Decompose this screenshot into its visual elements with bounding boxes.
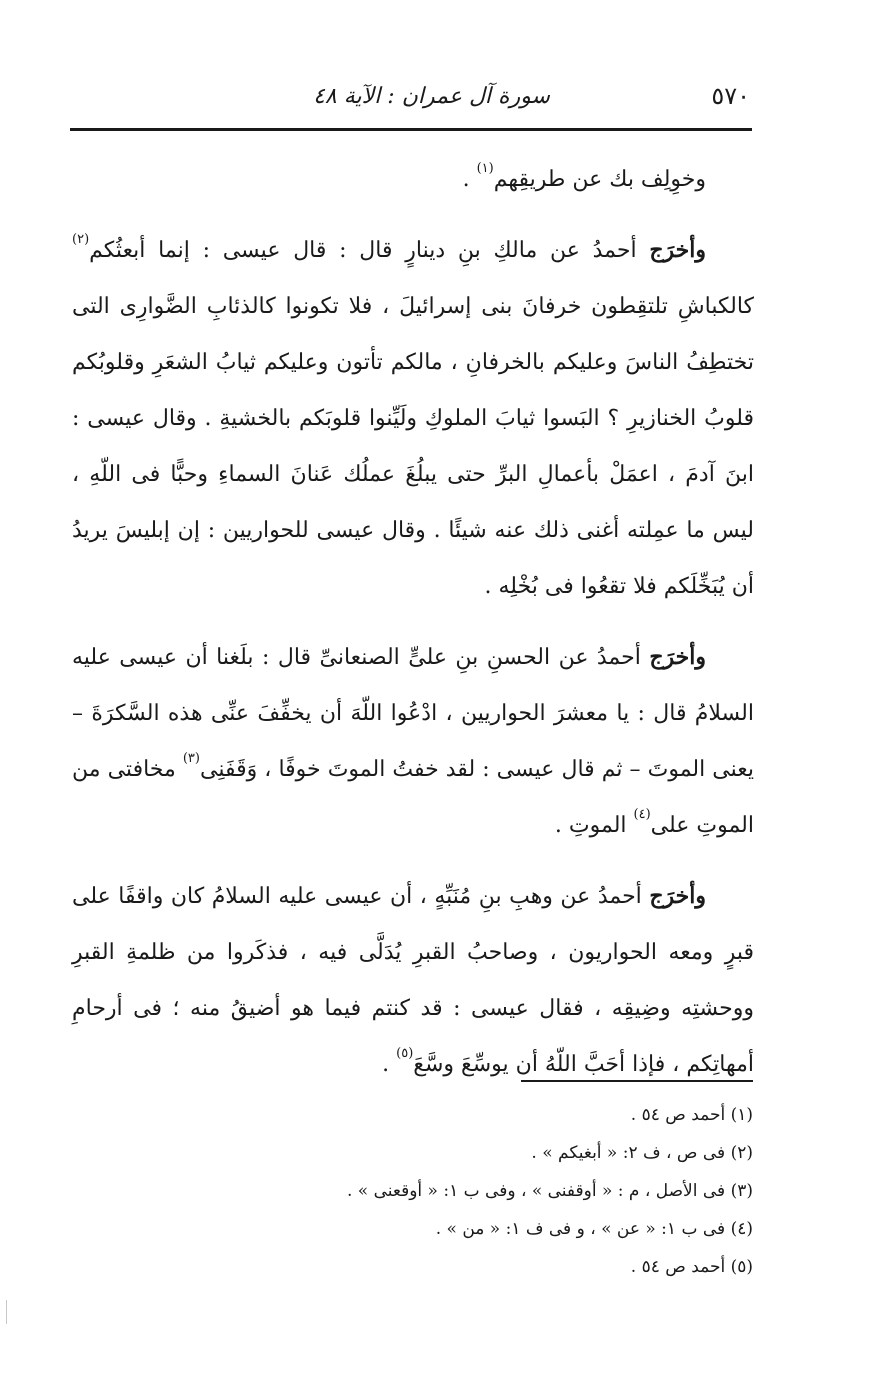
footnote-3: (٣) فى الأصل ، م : « أوقفنى » ، وفى ب ١: « أوقعنى » . [346, 1181, 753, 1201]
main-text [72, 152, 754, 1101]
paragraph-1 [72, 222, 754, 615]
footnote-ref-2: (٢) [72, 232, 90, 247]
page-number: ٥٧٠ [711, 82, 750, 110]
paragraph-2 [72, 629, 754, 854]
paragraph-0 [72, 152, 754, 208]
footnote-ref-4: (٤) [633, 807, 651, 822]
paragraph-text: . [382, 1052, 397, 1077]
paragraph-lead: وأخرَج [649, 644, 706, 670]
paragraph-text: وخوِلِف بك عن طريقِهم [493, 167, 706, 192]
paragraph-lead: وأخرَج [649, 237, 706, 263]
header-rule [70, 128, 752, 131]
paragraph-text: أحمدُ عن الحسنِ بنِ علىٍّ الصنعانىِّ قال : بلَغنا أن عيسى عليه السلامُ قال : يا معشرَ الحواريين ، ادْعُوا اللّهَ أن يخفِّفَ عنِّى هذه السَّكرَةَ – يعنى الموتَ – ثم قال عيسى : لقد خفتُ الموتَ خوفًا ، وَقَفَنِى [72, 645, 755, 782]
paragraph-text: مخافتى من الموتِ على [72, 757, 754, 838]
paragraph-text: أحمدُ عن وهبِ بنِ مُنَبِّهٍ ، أن عيسى عليه السلامُ كان واقفًا على قبرٍ ومعه الحواريون ، وصاحبُ القبرِ يُدَلَّى فيه ، فذكَروا من ظلمةِ القبرِ ووحشتِه وضِيقِه ، فقال عيسى : قد كنتم فيما هو أضيقُ منه ؛ فى أرحامِ أمهاتِكم ، فإذا أحَبَّ اللّهُ أن يوسِّعَ وسَّعَ [72, 884, 754, 1077]
scan-edge-mark [6, 1300, 7, 1324]
page-header [72, 76, 750, 120]
paragraph-text: أحمدُ عن مالكِ بنِ دينارٍ قال : قال عيسى : إنما أبعثُكم [89, 238, 650, 263]
footnotes [193, 1096, 753, 1286]
footnote-1: (١) أحمد ص ٥٤ . [630, 1105, 753, 1125]
footnote-4: (٤) فى ب ١: « عن » ، و فى ف ١: « من » . [435, 1219, 753, 1239]
paragraph-text: الموتِ . [554, 813, 634, 838]
footnote-2: (٢) فى ص ، ف ٢: « أبغيكم » . [531, 1143, 753, 1163]
footnote-ref-1: (١) [476, 161, 494, 176]
paragraph-3 [72, 868, 754, 1093]
paragraph-text: كالكباشِ تلتقِطون خرفانَ بنى إسرائيلَ ، فلا تكونوا كالذئابِ الضَّوارِى التى تختطِفُ الناسَ وعليكم بالخرفانِ ، مالكم تأتون وعليكم ثيابُ الشعَرِ وقلوبُكم قلوبُ الخنازيرِ ؟ البَسوا ثيابَ الملوكِ ولَيِّنوا قلوبَكم بالخشيةِ . وقال عيسى : ابنَ آدمَ ، اعمَلْ بأعمالِ البرِّ حتى يبلُغَ عملُك عَنانَ السماءِ وحبًّا فى اللّهِ ، ليس ما عمِلته أغنى ذلك عنه شيئًا . وقال عيسى للحواريين : إن إبليسَ يريدُ أن يُبَخِّلَكم فلا تقعُوا فى بُخْلِه . [72, 294, 754, 599]
paragraph-lead: وأخرَج [649, 883, 706, 909]
footnote-rule [521, 1080, 753, 1082]
footnote-ref-5: (٥) [396, 1046, 414, 1061]
footnote-5: (٥) أحمد ص ٥٤ . [630, 1257, 753, 1277]
running-title: سورة آل عمران : الآية ٤٨ [313, 84, 550, 109]
paragraph-text: . [462, 167, 477, 192]
footnote-ref-3: (٣) [182, 751, 200, 766]
